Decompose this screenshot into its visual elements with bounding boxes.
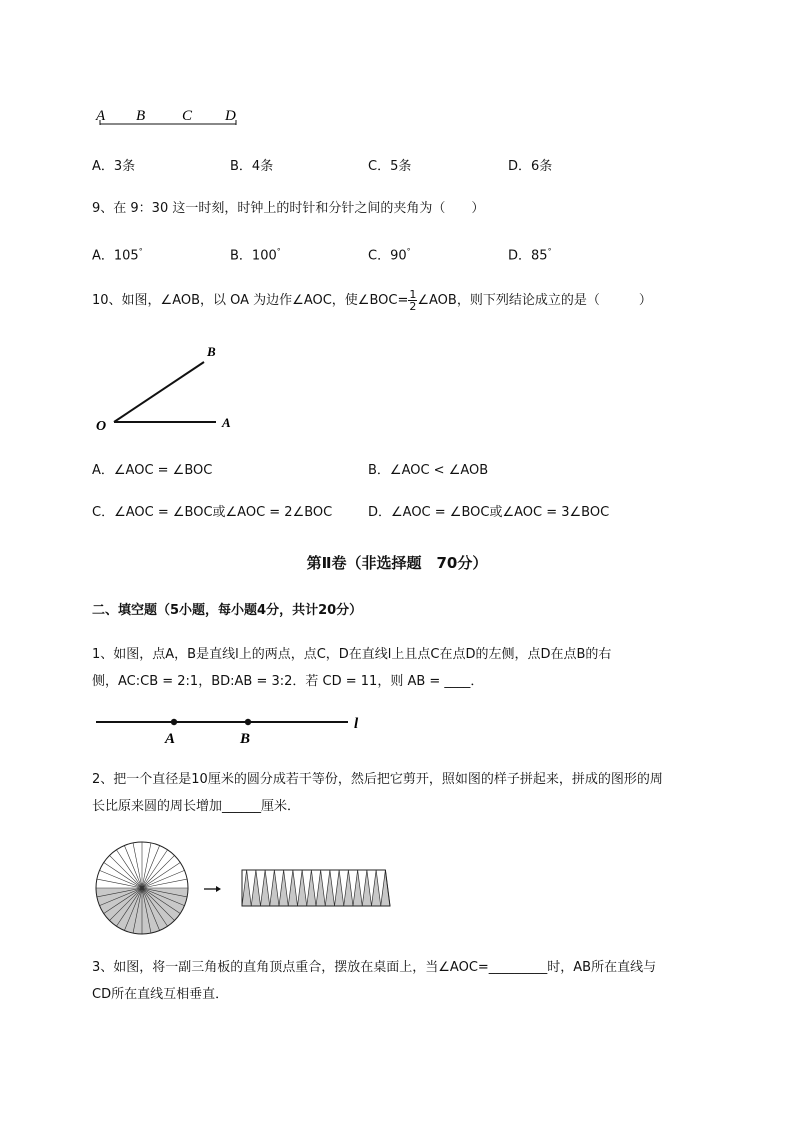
fill1-label-a: A — [165, 731, 176, 747]
fill1-point-a — [171, 719, 177, 725]
q10-label-a: A — [222, 415, 231, 430]
rearranged-strip — [242, 870, 390, 906]
q10-stem-part-b: ∠AOB，则下列结论成立的是（ ） — [417, 293, 652, 308]
q9-option-a[interactable] — [92, 242, 143, 266]
divided-circle — [96, 842, 188, 934]
q8-option-d[interactable]: D．6条 — [508, 159, 553, 174]
q9-option-a-text: A．105 — [92, 248, 139, 264]
fill2-circle-figure — [90, 838, 400, 938]
arrow-icon — [204, 886, 221, 892]
q10-fraction — [408, 289, 417, 312]
fill1-point-b — [245, 719, 251, 725]
q9-option-c-text: C．90 — [368, 248, 407, 264]
q9-stem: 9、在 9：30 这一时刻，时钟上的时针和分针之间的夹角为（ ） — [92, 201, 485, 216]
fill1-line-figure — [90, 710, 380, 750]
fill1-line1: 1、如图，点A，B是直线l上的两点，点C，D在直线l上且点C在点D的左侧，点D在点B的右 — [92, 647, 612, 662]
q8-label-d: D — [225, 108, 236, 124]
q9-option-b-degree: ° — [276, 247, 281, 256]
q10-angle-figure — [90, 338, 250, 438]
q9-option-c[interactable] — [368, 242, 411, 266]
q9-option-d[interactable] — [508, 242, 552, 266]
q8-segment-figure — [90, 100, 250, 135]
q9-option-d-degree: ° — [547, 247, 552, 256]
q9-option-a-degree: ° — [138, 247, 143, 256]
fill2-line1: 2、把一个直径是10厘米的圆分成若干等份，然后把它剪开，照如图的样子拼起来，拼成的图形的周 — [92, 772, 663, 787]
q8-option-a[interactable]: A．3条 — [92, 159, 136, 174]
q8-option-c[interactable]: C．5条 — [368, 159, 412, 174]
q10-label-o: O — [96, 419, 107, 434]
q8-label-c: C — [182, 108, 193, 124]
q10-option-a[interactable]: A．∠AOC = ∠BOC — [92, 463, 213, 478]
q9-option-b-text: B．100 — [230, 248, 277, 264]
q10-fraction-denominator: 2 — [409, 300, 417, 313]
q8-label-b: B — [136, 108, 146, 124]
fill1-line2: 侧，AC:CB = 2:1，BD:AB = 3:2．若 CD = 11，则 AB = ____． — [92, 674, 484, 689]
q10-stem-part-a: 10、如图，∠AOB，以 OA 为边作∠AOC，使∠BOC= — [92, 293, 409, 308]
q10-option-c[interactable]: C．∠AOC = ∠BOC或∠AOC = 2∠BOC — [92, 505, 333, 520]
q9-option-c-degree: ° — [406, 247, 411, 256]
fill3-line1: 3、如图，将一副三角板的直角顶点重合，摆放在桌面上，当∠AOC=_________时，AB所在直线与 — [92, 960, 657, 975]
q10-label-b: B — [207, 344, 216, 359]
q9-option-b[interactable] — [230, 242, 281, 266]
fill1-label-l: l — [354, 716, 359, 732]
q10-fraction-numerator: 1 — [409, 288, 417, 301]
fill2-line2: 长比原来圆的周长增加______厘米． — [92, 799, 301, 814]
q10-option-d[interactable]: D．∠AOC = ∠BOC或∠AOC = 3∠BOC — [368, 505, 610, 520]
q9-option-d-text: D．85 — [508, 248, 548, 264]
q8-label-a: A — [96, 108, 106, 124]
q8-option-b[interactable]: B．4条 — [230, 159, 274, 174]
q10-stem — [92, 288, 652, 314]
fill1-label-b: B — [240, 731, 251, 747]
section2-heading: 二、填空题（5小题，每小题4分，共计20分） — [92, 603, 363, 618]
fill3-line2: CD所在直线互相垂直． — [92, 987, 229, 1002]
part2-title: 第Ⅱ卷（非选择题 70分） — [306, 554, 488, 572]
q10-option-b[interactable]: B．∠AOC < ∠AOB — [368, 463, 489, 478]
